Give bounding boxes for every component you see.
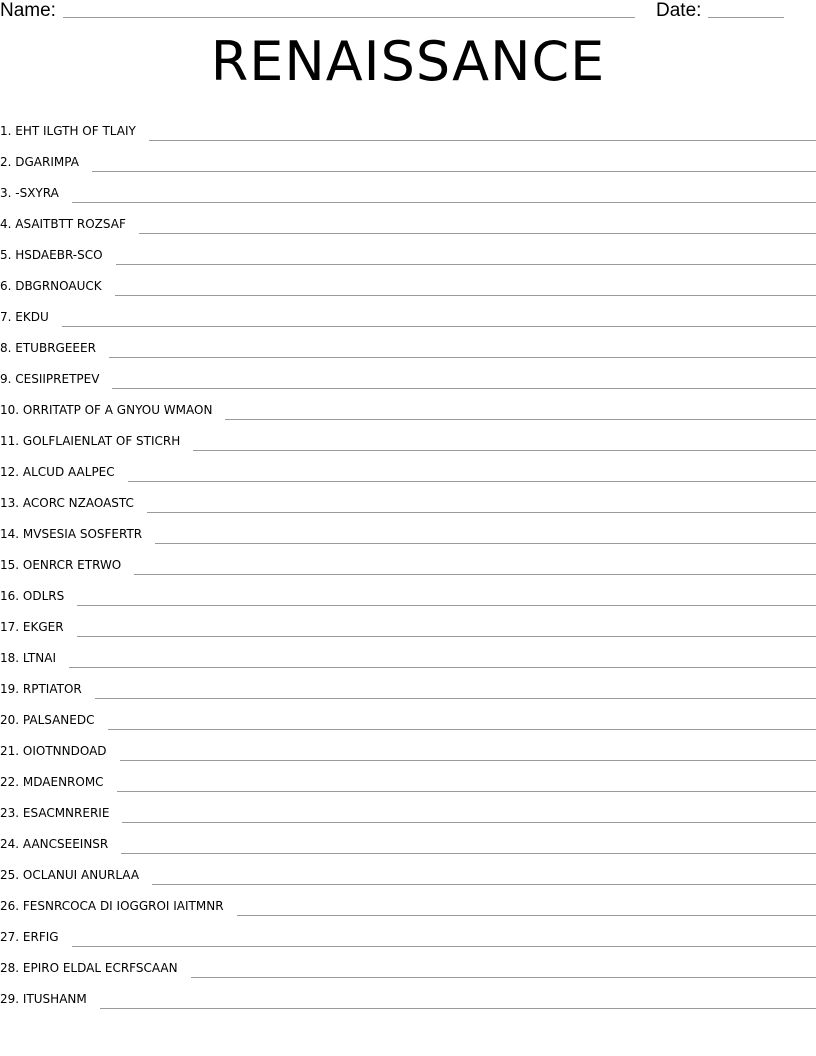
scrambled-word: 28. EPIRO ELDAL ECRFSCAAN	[0, 961, 178, 975]
answer-line[interactable]	[225, 419, 816, 420]
scrambled-word: 26. FESNRCOCA DI IOGGROI IAITMNR	[0, 899, 224, 913]
answer-line[interactable]	[108, 729, 816, 730]
scrambled-word: 4. ASAITBTT ROZSAF	[0, 217, 126, 231]
list-item	[0, 143, 816, 174]
answer-line[interactable]	[134, 574, 816, 575]
scrambled-word: 8. ETUBRGEEER	[0, 341, 96, 355]
date-label: Date:	[656, 0, 702, 21]
answer-line[interactable]	[191, 977, 816, 978]
answer-line[interactable]	[95, 698, 816, 699]
scrambled-word: 20. PALSANEDC	[0, 713, 95, 727]
answer-line[interactable]	[121, 853, 816, 854]
list-item	[0, 360, 816, 391]
scrambled-word: 19. RPTIATOR	[0, 682, 82, 696]
scrambled-word: 16. ODLRS	[0, 589, 65, 603]
scrambled-word: 3. -SXYRA	[0, 186, 59, 200]
list-item	[0, 236, 816, 267]
list-item	[0, 453, 816, 484]
list-item	[0, 825, 816, 856]
answer-line[interactable]	[62, 326, 816, 327]
scrambled-word: 10. ORRITATP OF A GNYOU WMAON	[0, 403, 213, 417]
answer-line[interactable]	[149, 140, 816, 141]
name-label: Name:	[0, 0, 56, 21]
scrambled-word: 21. OIOTNNDOAD	[0, 744, 107, 758]
answer-line[interactable]	[77, 636, 816, 637]
answer-line[interactable]	[100, 1008, 816, 1009]
list-item	[0, 329, 816, 360]
date-answer-line[interactable]	[708, 17, 784, 18]
answer-line[interactable]	[112, 388, 816, 389]
list-item	[0, 298, 816, 329]
scramble-list	[0, 112, 816, 1011]
scrambled-word: 2. DGARIMPA	[0, 155, 79, 169]
list-item	[0, 112, 816, 143]
list-item	[0, 515, 816, 546]
answer-line[interactable]	[128, 481, 816, 482]
scrambled-word: 18. LTNAI	[0, 651, 56, 665]
answer-line[interactable]	[92, 171, 816, 172]
scrambled-word: 15. OENRCR ETRWO	[0, 558, 122, 572]
list-item	[0, 174, 816, 205]
scrambled-word: 23. ESACMNRERIE	[0, 806, 110, 820]
answer-line[interactable]	[155, 543, 816, 544]
answer-line[interactable]	[109, 357, 816, 358]
answer-line[interactable]	[77, 605, 816, 606]
scrambled-word: 7. EKDU	[0, 310, 49, 324]
list-item	[0, 608, 816, 639]
scrambled-word: 25. OCLANUI ANURLAA	[0, 868, 140, 882]
answer-line[interactable]	[120, 760, 816, 761]
list-item	[0, 763, 816, 794]
list-item	[0, 205, 816, 236]
scrambled-word: 12. ALCUD AALPEC	[0, 465, 115, 479]
scrambled-word: 11. GOLFLAIENLAT OF STICRH	[0, 434, 181, 448]
answer-line[interactable]	[152, 884, 816, 885]
list-item	[0, 887, 816, 918]
list-item	[0, 546, 816, 577]
list-item	[0, 639, 816, 670]
scrambled-word: 27. ERFIG	[0, 930, 59, 944]
answer-line[interactable]	[117, 791, 816, 792]
answer-line[interactable]	[147, 512, 816, 513]
worksheet-header	[0, 0, 816, 24]
scrambled-word: 6. DBGRNOAUCK	[0, 279, 102, 293]
list-item	[0, 267, 816, 298]
list-item	[0, 980, 816, 1011]
scrambled-word: 17. EKGER	[0, 620, 64, 634]
scrambled-word: 22. MDAENROMC	[0, 775, 104, 789]
scrambled-word: 5. HSDAEBR-SCO	[0, 248, 103, 262]
list-item	[0, 918, 816, 949]
answer-line[interactable]	[72, 946, 816, 947]
answer-line[interactable]	[72, 202, 816, 203]
page-title: RENAISSANCE	[210, 30, 606, 93]
list-item	[0, 701, 816, 732]
scrambled-word: 13. ACORC NZAOASTC	[0, 496, 134, 510]
answer-line[interactable]	[116, 264, 816, 265]
list-item	[0, 794, 816, 825]
list-item	[0, 949, 816, 980]
answer-line[interactable]	[122, 822, 816, 823]
answer-line[interactable]	[69, 667, 816, 668]
list-item	[0, 856, 816, 887]
list-item	[0, 670, 816, 701]
scrambled-word: 14. MVSESIA SOSFERTR	[0, 527, 143, 541]
answer-line[interactable]	[193, 450, 816, 451]
list-item	[0, 484, 816, 515]
scrambled-word: 1. EHT ILGTH OF TLAIY	[0, 124, 136, 138]
list-item	[0, 732, 816, 763]
list-item	[0, 422, 816, 453]
name-answer-line[interactable]	[63, 17, 635, 18]
answer-line[interactable]	[115, 295, 816, 296]
scrambled-word: 24. AANCSEEINSR	[0, 837, 109, 851]
scrambled-word: 29. ITUSHANM	[0, 992, 87, 1006]
scrambled-word: 9. CESIIPRETPEV	[0, 372, 100, 386]
answer-line[interactable]	[237, 915, 816, 916]
list-item	[0, 577, 816, 608]
list-item	[0, 391, 816, 422]
answer-line[interactable]	[139, 233, 816, 234]
